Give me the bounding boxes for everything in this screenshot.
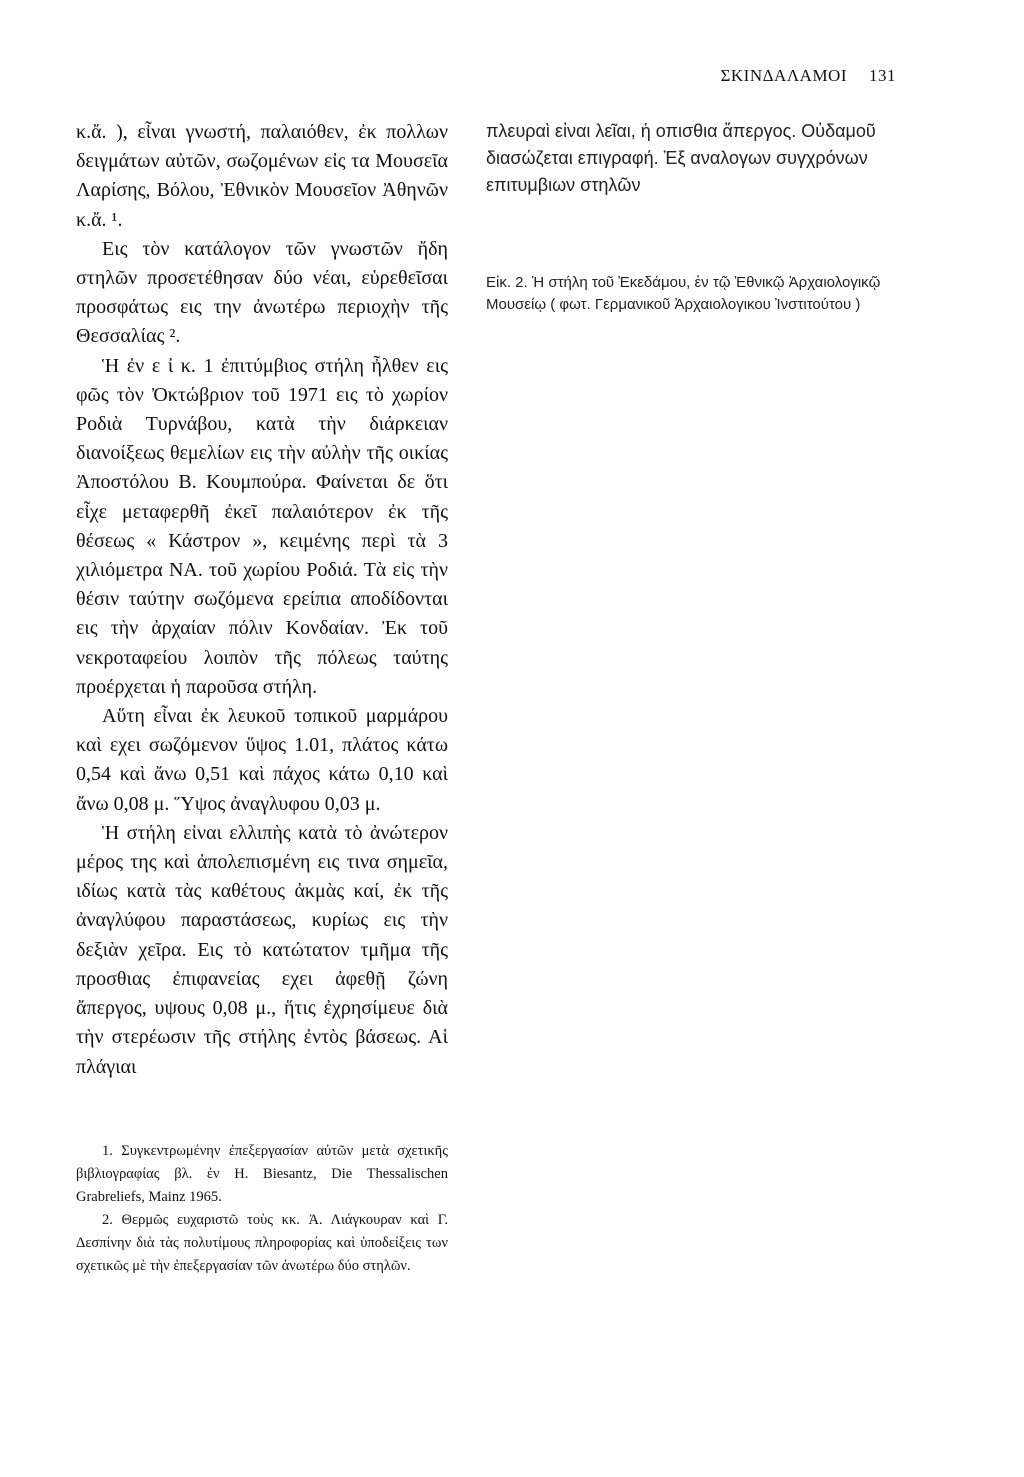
right-column-text (486, 118, 900, 199)
footnotes (76, 1140, 448, 1278)
paragraph-condition: Ἡ στήλη εἰναι ελλιπὴς κατὰ τὸ ἀνώτερον μέρος της καὶ ἀπολεπισμένη εις τινα σημεῖα, ιδίως κατὰ τὰς καθέτους ἀκμὰς καί, ἐκ τῆς ἀναγλύφου παραστάσεως, κυρίως εις τὴν δεξιὰν χεῖρα. Εις τὸ κατώτατον τμῆμα τῆς προσθιας ἐπιφανείας εχει ἀφεθῇ ζώνη ἄπεργος, υψους 0,08 μ., ἥτις ἐχρησίμευε διὰ τὴν στερέωσιν τῆς στήλης ἐντὸς βάσεως. Αἱ πλάγιαι (76, 821, 448, 1078)
paragraph-dimensions: Αὕτη εἶναι ἐκ λευκοῦ τοπικοῦ μαρμάρου καὶ εχει σωζόμενον ὕψος 1.01, πλάτος κάτω 0,54 καὶ ἄνω 0,51 καὶ πάχος κάτω 0,10 καὶ ἄνω 0,08 μ. Ὕψος ἀναγλυφου 0,03 μ. (76, 705, 448, 815)
page-number: 131 (869, 66, 896, 85)
figure-caption-text: Εἰκ. 2. Ἡ στήλη τοῦ Ἐκεδάμου, ἐν τῷ Ἐθνικῷ Ἀρχαιολογικῷ Μουσείῳ ( φωτ. Γερμανικοῦ Ἀρχαιολογικου Ἰνστιτούτου ) (486, 274, 881, 313)
running-title: ΣΚΙΝΔΑΛΑΜΟΙ (720, 66, 847, 85)
footnote-2: 2. Θερμῶς ευχαριστῶ τοὺς κκ. Ἀ. Λιάγκουραν καὶ Γ. Δεσπίνην διὰ τὰς πολυτίμους πληροφορίας καὶ ὑποδείξεις των σχετικῶς μὲ τὴν ἐπεξεργασίαν τῶν ἀνωτέρω δύο στηλῶν. (76, 1212, 448, 1274)
paragraph-continuation: κ.ἄ. ), εἶναι γνωστή, παλαιόθεν, ἐκ πολλων δειγμάτων αὐτῶν, σωζομένων εἰς τα Μουσεῖα Λαρίσης, Βόλου, Ἐθνικὸν Μουσεῖον Ἀθηνῶν κ.ἄ. ¹. (76, 121, 448, 231)
running-head (721, 66, 896, 86)
main-text-column (76, 118, 448, 1082)
figure-caption (486, 272, 900, 316)
paragraph-new-stelai: Εις τὸν κατάλογον τῶν γνωστῶν ἤδη στηλῶν προσετέθησαν δύο νέαι, εὑρεθεῖσαι προσφάτως εις την ἀνωτέρω περιοχὴν τῆς Θεσσαλίας ². (76, 237, 448, 348)
footnote-1: 1. Συγκεντρωμένην ἐπεξεργασίαν αὐτῶν μετὰ σχετικῆς βιβλιογραφίας βλ. ἐν H. Biesantz, Die Thessalischen Grabreliefs, Mainz 1965. (76, 1143, 448, 1205)
paragraph-stele-discovery: Ἡ ἐν ε ἰ κ. 1 ἐπιτύμβιος στήλη ἦλθεν εις φῶς τὸν Ὀκτώβριον τοῦ 1971 εις τὸ χωρίον Ροδιὰ Τυρνάβου, κατὰ τὴν διάρκειαν διανοίξεως θεμελίων εις τὴν αὐλὴν τῆς οικίας Ἀποστόλου Β. Κουμπούρα. Φαίνεται δε ὅτι εἶχε μεταφερθῆ ἐκεῖ παλαιότερον ἐκ τῆς θέσεως « Κάστρον », κειμένης περὶ τὰ 3 χιλιόμετρα ΝΑ. τοῦ χωρίου Ροδιά. Τὰ εἰς τὴν θέσιν ταύτην σωζόμενα ερείπια αποδίδονται εις τὴν ἀρχαίαν πόλιν Κονδαίαν. Ἐκ τοῦ νεκροταφείου λοιπὸν τῆς πόλεως ταύτης προέρχεται ἡ παροῦσα στήλη. (76, 354, 448, 698)
right-column-paragraph: πλευραὶ εἰναι λεῖαι, ἡ οπισθια ἄπεργος. Οὐδαμοῦ διασώζεται επιγραφή. Ἐξ αναλογων συγχρόνων επιτυμβιων στηλῶν (486, 121, 876, 195)
